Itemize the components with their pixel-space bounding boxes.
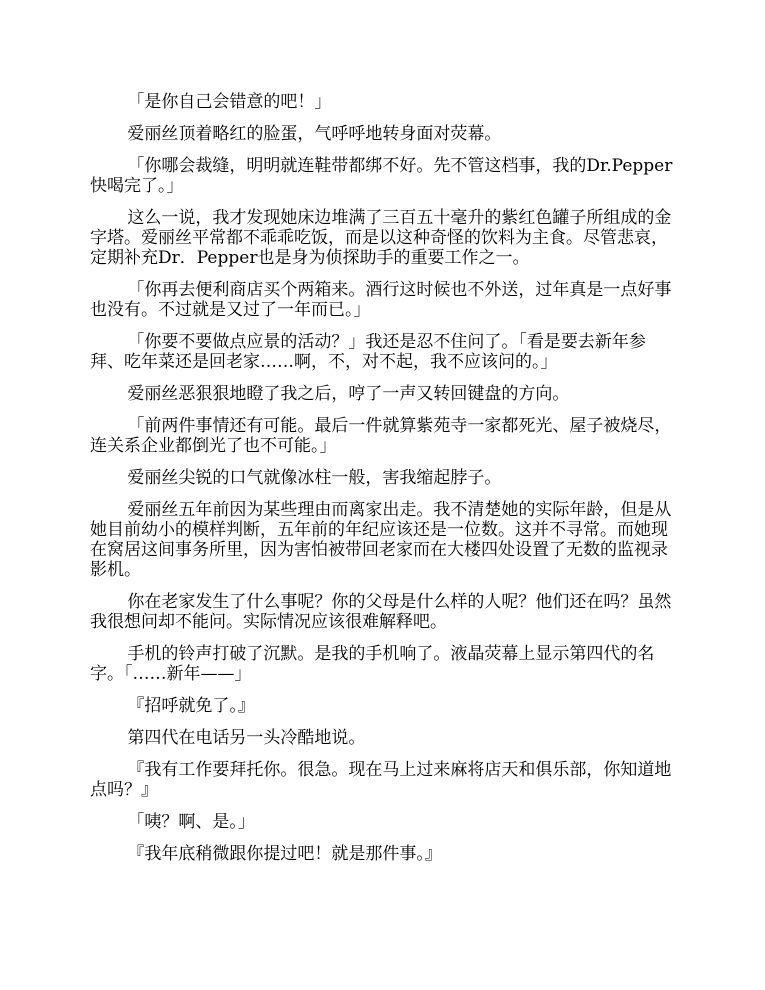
paragraph: 「是你自己会错意的吧！」 bbox=[127, 92, 332, 112]
paragraph: 『招呼就免了。』 bbox=[127, 696, 255, 716]
paragraph: 「你再去便利商店买个两箱来。酒行这时候也不外送，过年真是一点好事也没有。不过就是又过了一年而已。」 bbox=[90, 280, 672, 320]
paragraph: 『我年底稍微跟你提过吧！就是那件事。』 bbox=[127, 844, 442, 864]
paragraph: 「你要不要做点应景的活动？」我还是忍不住问了。「看是要去新年参拜、吃年菜还是回老家……啊，不，对不起，我不应该问的。」 bbox=[90, 332, 646, 372]
text-page bbox=[90, 92, 675, 876]
paragraph: 第四代在电话另一头冷酷地说。 bbox=[127, 728, 366, 748]
paragraph: 爱丽丝顶着略红的脸蛋，气呼呼地转身面对荧幕。 bbox=[127, 124, 502, 144]
paragraph: 『我有工作要拜托你。很急。现在马上过来麻将店天和俱乐部，你知道地点吗？』 bbox=[90, 760, 672, 800]
paragraph: 这么一说，我才发现她床边堆满了三百五十毫升的紫红色罐子所组成的金字塔。爱丽丝平常都不乖乖吃饭，而是以这种奇怪的饮料为主食。尽管悲哀，定期补充Dr．Pepper也是身为侦探助手的重要工作之一。 bbox=[90, 208, 672, 268]
paragraph: 「咦？啊、是。」 bbox=[127, 812, 255, 832]
paragraph: 手机的铃声打破了沉默。是我的手机响了。液晶荧幕上显示第四代的名字。「……新年——」 bbox=[90, 644, 655, 684]
paragraph: 「前两件事情还有可能。最后一件就算紫苑寺一家都死光、屋子被烧尽，连关系企业都倒光了也不可能。」 bbox=[90, 416, 672, 456]
paragraph: 爱丽丝尖锐的口气就像冰柱一般，害我缩起脖子。 bbox=[127, 468, 502, 488]
paragraph: 「你哪会裁缝，明明就连鞋带都绑不好。先不管这档事，我的Dr.Pepper快喝完了。」 bbox=[90, 156, 673, 196]
paragraph: 爱丽丝恶狠狠地瞪了我之后，哼了一声又转回键盘的方向。 bbox=[127, 384, 570, 404]
paragraph: 你在老家发生了什么事呢？你的父母是什么样的人呢？他们还在吗？虽然我很想问却不能问。实际情况应该很难解释吧。 bbox=[90, 592, 672, 632]
paragraph: 爱丽丝五年前因为某些理由而离家出走。我不清楚她的实际年龄，但是从她目前幼小的模样判断，五年前的年纪应该还是一位数。这并不寻常。而她现在窝居这间事务所里，因为害怕被带回老家而在大楼四处设置了无数的监视录影机。 bbox=[90, 500, 672, 580]
